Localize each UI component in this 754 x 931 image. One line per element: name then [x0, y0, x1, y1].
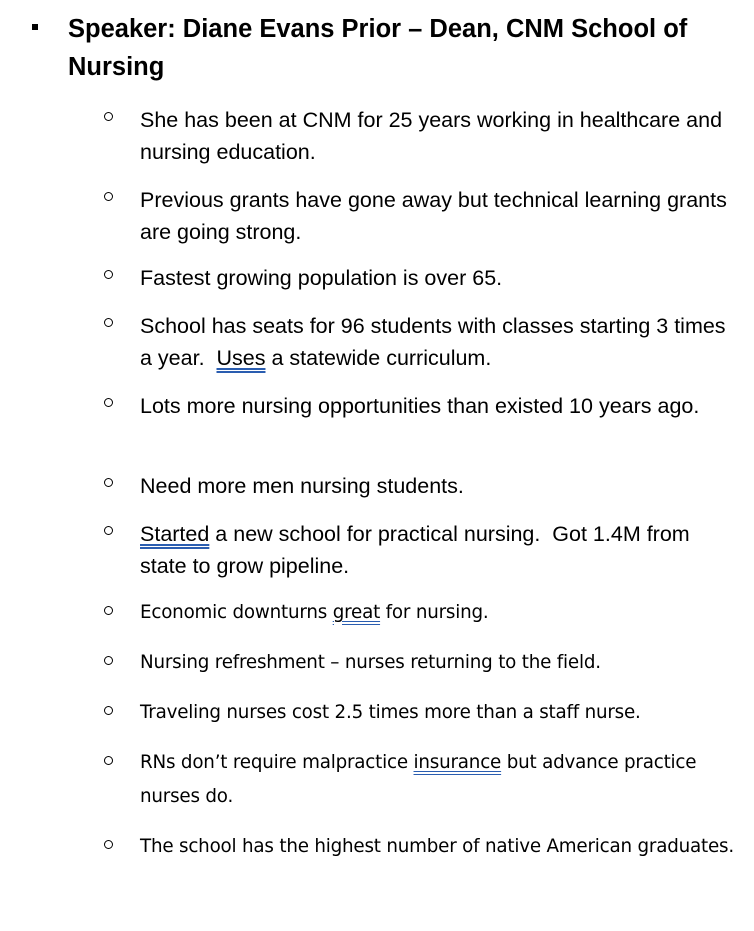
spellcheck-marked-word[interactable]: Started: [140, 522, 210, 546]
circle-bullet-icon: [104, 706, 113, 715]
spellcheck-marked-word[interactable]: great: [332, 602, 381, 623]
list-item-text: Economic downturns great for nursing.: [140, 602, 489, 623]
list-item-text: Fastest growing population is over 65.: [140, 266, 503, 290]
list-item-text: School has seats for 96 students with classes starting 3 times a year. Uses a statewide curriculum.: [140, 314, 732, 370]
list-item-text: Traveling nurses cost 2.5 times more than a staff nurse.: [140, 702, 641, 723]
circle-bullet-icon: [104, 656, 113, 665]
list-item-text: Previous grants have gone away but technical learning grants are going strong.: [140, 188, 727, 244]
circle-bullet-icon: [104, 756, 113, 765]
list-item-text: Started a new school for practical nursing. Got 1.4M from state to grow pipeline.: [140, 522, 696, 578]
square-bullet-icon: [32, 24, 38, 30]
circle-bullet-icon: [104, 112, 113, 121]
circle-bullet-icon: [104, 840, 113, 849]
circle-bullet-icon: [104, 398, 113, 407]
list-item-text: RNs don’t require malpractice insurance but advance practice nurses do.: [140, 752, 702, 807]
circle-bullet-icon: [104, 606, 113, 615]
list-item-text: Lots more nursing opportunities than existed 10 years ago.: [140, 394, 700, 418]
circle-bullet-icon: [104, 192, 113, 201]
list-item-text: Nursing refreshment – nurses returning to the field.: [140, 652, 601, 673]
circle-bullet-icon: [104, 318, 113, 327]
spellcheck-marked-word[interactable]: insurance: [413, 752, 502, 773]
circle-bullet-icon: [104, 270, 113, 279]
spellcheck-marked-word[interactable]: Uses: [216, 346, 266, 370]
circle-bullet-icon: [104, 526, 113, 535]
list-item-text: Need more men nursing students.: [140, 474, 464, 498]
circle-bullet-icon: [104, 478, 113, 487]
list-item-text: The school has the highest number of native American graduates.: [140, 836, 734, 857]
list-item-text: She has been at CNM for 25 years working in healthcare and nursing education.: [140, 108, 723, 164]
speaker-heading: Speaker: Diane Evans Prior – Dean, CNM School of Nursing: [68, 15, 688, 81]
